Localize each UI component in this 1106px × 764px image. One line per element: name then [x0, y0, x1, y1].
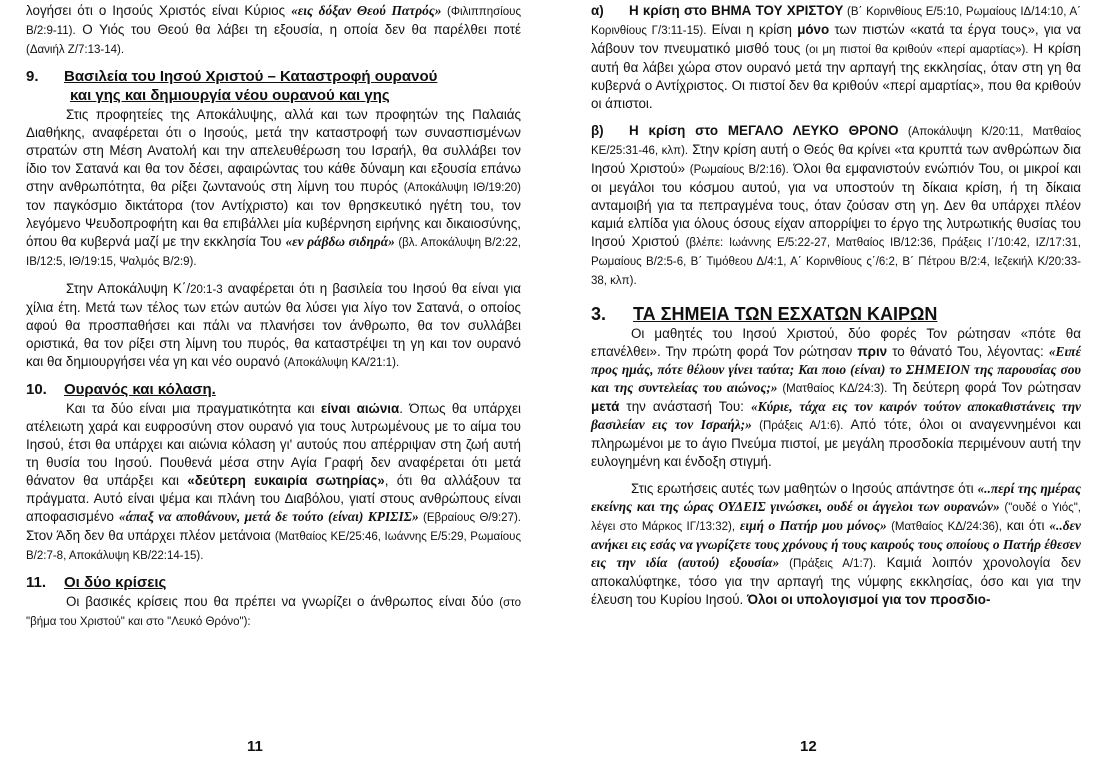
scripture-quote: ειμή ο Πατήρ μου μόνος» [739, 518, 887, 533]
reference: (Ματθαίος ΚΔ/24:3). [777, 383, 888, 395]
paragraph [591, 480, 1081, 609]
judgment-item-b [591, 122, 1081, 290]
section-heading-9 [26, 68, 521, 86]
item-label: β) [591, 123, 604, 138]
reference: (Ρωμαίους Β/2:16). [689, 164, 789, 176]
scripture-quote: «..δεν ανήκει εις εσάς να γνωρίζετε τους χρόνους ή τους καιρούς τους οποίους ο Πατήρ έθεσεν εις την ιδία (αυτού) εξουσία» [591, 518, 1081, 570]
text-run: Είναι η κρίση [706, 22, 798, 37]
paragraph [26, 593, 521, 631]
emphasis: μόνο [797, 22, 830, 37]
text-run: λογήσει ότι ο Ιησούς Χριστός είναι Κύριος [26, 3, 292, 18]
scripture-quote: «Ειπέ προς ημάς, πότε θέλουν γίνει ταύτα; Και ποιο (είναι) το ΣΗΜΕΙΟΝ της παρουσίας σου και της συντελείας του αιώνος;» [591, 344, 1081, 395]
paragraph [26, 280, 521, 372]
emphasis: Όλοι οι υπολογισμοί για τον προσδιο- [746, 592, 991, 607]
text-run: Οι βασικές κρίσεις που θα πρέπει να γνωρίζει ο άνθρωπος είναι δύο [66, 594, 500, 609]
reference: (στο "βήμα του Χριστού" και στο "Λευκό Θρόνο"): [26, 597, 521, 628]
scripture-quote: «άπαξ να αποθάνουν, μετά δε τούτο (είναι) ΚΡΙΣΙΣ» [118, 509, 419, 524]
text-run: το θάνατό Του, λέγοντας: [887, 344, 1049, 359]
text-run: , ότι θα αλλάξουν τα πράγματα. Αυτό είναι ψέμα και πλάνη του Διαβόλου, γιατί στους ανθρώπους είναι αποφασισμένο [26, 473, 522, 524]
scripture-quote: «..περί της ημέρας εκείνης και της ώρας ΟΥΔΕΙΣ γινώσκει, ουδέ οι άγγελοι των ουρανών» [591, 481, 1081, 514]
reference: (Ματθαίος ΚΕ/25:46, Ιωάννης Ε/5:29, Ρωμαίους Β/2:7-8, Αποκάλυψη ΚΒ/22:14-15). [26, 531, 521, 562]
reference: (Πράξεις Α/1:6). [751, 420, 844, 432]
text-run: Οι μαθητές του Ιησού Χριστού, δύο φορές Τον ρώτησαν «πότε θα επανέλθει». Την πρώτη φορά Τον ρώτησαν [591, 326, 1081, 359]
scripture-quote: «Κύριε, τάχα εις τον καιρόν τούτον αποκαθιστάνεις την βασιλείαν εις τον Ισραήλ;» [591, 399, 1081, 432]
text-run: τον παγκόσμιο δικτάτορα (τον Αντίχριστο) και τον θρησκευτικό ηγέτη του, τον λεγόμενο Ψευδοπροφήτη και θα επιβάλλει μία κυβέρνηση ειρήνης και δικαιοσύνης, όπου θα κυβερνά μαζί με την εκκλησία Του [26, 198, 521, 249]
emphasis: «δεύτερη ευκαιρία σωτηρίας» [187, 473, 385, 488]
emphasis: μετά [591, 399, 620, 414]
emphasis: πριν [857, 344, 888, 359]
text-run: Από τότε, όλοι οι αναγεννημένοι και πληρωμένοι με το άγιο Πνεύμα πιστοί, με μεγάλη προσδοκία περιμένουν αυτή την ευλογημένη και ένδοξη στιγμή. [591, 417, 1081, 469]
reference: (Αποκάλυψη ΚΑ/21:1). [283, 357, 400, 369]
paragraph [26, 400, 521, 565]
section-number: 9. [26, 68, 39, 85]
text-run: Στον Άδη δεν θα υπάρχει πλέον μετάνοια [26, 528, 275, 543]
item-heading: Η κρίση στο ΜΕΓΑΛΟ ΛΕΥΚΟ ΘΡΟΝΟ [629, 123, 899, 138]
text-run: την ανάστασή Του: [619, 399, 751, 414]
reference: (βλέπε: Ιωάννης Ε/5:22-27, Ματθαίος ΙΒ/12:36, Πράξεις Ι΄/10:42, ΙΖ/17:31, Ρωμαίους Β/2:5-6, Β΄ Τιμόθεου Δ/4:1, Α΄ Κορινθίους ς΄/6:2, Β΄ Πέτρου Β/2:4, Ιεζεκιήλ Κ/20:33-38, κλπ). [591, 237, 1081, 287]
section-title: Ουρανός και κόλαση. [64, 381, 216, 398]
text-run: Ο Υιός του Θεού θα λάβει τη εξουσία, η οποία δεν θα παρέλθει ποτέ [75, 22, 521, 37]
page-number: 11 [247, 738, 263, 755]
reference: (βλ. Αποκάλυψη Β/2:22, ΙΒ/12:5, ΙΘ/19:15, Ψαλμός Β/2:9). [26, 237, 521, 268]
reference: (Αποκάλυψη Κ/20:11, Ματθαίος ΚΕ/25:31-46, κλπ). [591, 126, 1081, 157]
section-heading-10 [26, 381, 521, 399]
scripture-quote: «εις δόξαν Θεού Πατρός» [291, 3, 442, 18]
reference: (οι μη πιστοί θα κριθούν «περί αμαρτίας»). [805, 44, 1029, 56]
paragraph [591, 325, 1081, 471]
text-run: Στην Αποκάλυψη Κ΄/ [66, 281, 191, 296]
section-heading-3 [591, 304, 1081, 324]
text-run: Όλοι θα εμφανιστούν ενώπιόν Του, οι μικροί και οι μεγάλοι του κόσμου αυτού, για να υποστούν τη δίκαια κρίση, ή τη δίκαια ανταμοιβή για τα πεπραγμένα τους, όταν ζούσαν στη γη. Δεν θα υπάρχει πλέον καμιά ελπίδα για όλους όσους είχαν απορρίψει το έργο της λυτρωτικής θυσίας του Ιησού Χριστού [591, 161, 1081, 249]
section-heading-11 [26, 574, 521, 592]
left-page-text [26, 2, 521, 631]
reference: (Πράξεις Α/1:7). [779, 558, 877, 570]
right-page [553, 0, 1106, 764]
text-run: Στην κρίση αυτή ο Θεός θα κρίνει «τα κρυπτά των ανθρώπων δια Ιησού Χριστού» [591, 142, 1081, 176]
text-run: Η κρίση αυτή θα λάβει χώρα στον ουρανό μετά την αρπαγή της εκκλησίας, όταν στη γη θα κυβερνά ο Αντίχριστος. Οι πιστοί δεν θα κριθούν «περί αμαρτίας», που θα κριθούν οι άπιστοι. [591, 41, 1081, 111]
item-heading: Η κρίση στο ΒΗΜΑ ΤΟΥ ΧΡΙΣΤΟΥ [629, 3, 844, 18]
section-number: 3. [591, 304, 607, 324]
text-run: των πιστών «κατά τα έργα τους», για να λάβουν τον πνευματικό μισθό τους [591, 22, 1081, 56]
text-run: Τη δεύτερη φορά Τον ρώτησαν [887, 380, 1081, 395]
paragraph [26, 106, 521, 271]
text-run: Στις προφητείες της Αποκάλυψης, αλλά και των προφητών της Παλαιάς Διαθήκης, αναφέρεται ότι ο Ιησούς, μετά την καταστροφή των συνασπισμένων στρατών στη Μέση Ανατολή και την απελευθέρωση του Ισραήλ, θα συλλάβει τον ίδιο τον Σατανά και θα τον δέσει, αφαιρώντας του κάθε δύναμη και εξουσία επάνω στην ανθρωπότητα, θα ρίξει ζωντανούς στη λίμνη του πυρός [26, 107, 521, 194]
reference: (Φιλιππησίους Β/2:9-11). [26, 6, 521, 37]
section-title-line2: και γης και δημιουργία νέου ουρανού και γης [70, 87, 390, 104]
reference: 20:1-3 [190, 284, 223, 296]
section-number: 10. [26, 381, 47, 398]
section-title: Βασιλεία του Ιησού Χριστού – Καταστροφή ουρανού [64, 68, 438, 85]
text-run: Και τα δύο είναι μια πραγματικότητα και [66, 401, 321, 416]
section-title: Οι δύο κρίσεις [64, 574, 167, 591]
scripture-quote: «εν ράβδω σιδηρά» [285, 234, 395, 249]
reference: (Αποκάλυψη ΙΘ/19:20) [403, 182, 522, 194]
text-run: . Όπως θα υπάρχει ατέλειωτη χαρά και ευφροσύνη στον ουρανό για τους λυτρωμένους με το αίμα του Ιησού, έτσι θα υπάρχει και αιώνια κόλαση γι' αυτούς που απέρριψαν στη ζωή αυτή τη θυσία του Ιησού. Πουθενά μέσα στην Αγία Γραφή δεν αναφέρεται ότι μετά θάνατον θα υπάρξει και [26, 401, 521, 488]
page-number: 12 [800, 738, 817, 755]
reference: (Ματθαίος ΚΔ/24:36), [886, 521, 1002, 533]
right-page-text [591, 2, 1081, 609]
reference: (Εβραίους Θ/9:27). [418, 512, 521, 524]
section-title: ΤΑ ΣΗΜΕΙΑ ΤΩΝ ΕΣΧΑΤΩΝ ΚΑΙΡΩΝ [633, 304, 938, 324]
paragraph-continuation [26, 2, 521, 59]
section-number: 11. [26, 574, 47, 591]
judgment-item-a [591, 2, 1081, 113]
reference: (Δανιήλ Ζ/7:13-14). [26, 44, 125, 56]
reference: (Β΄ Κορινθίους Ε/5:10, Ρωμαίους ΙΔ/14:10, Α΄ Κορινθίους Γ/3:11-15). [591, 6, 1081, 37]
text-run: Καμιά λοιπόν χρονολογία δεν αποκαλύφτηκε, τόσο για την αρπαγή της νύμφης εκκλησίας, όσο και για την έλευση του Κυρίου Ιησού. [591, 555, 1081, 607]
text-run: αναφέρεται ότι η βασιλεία του Ιησού θα είναι για χίλια έτη. Μετά των τέλος των ετών αυτών θα λύσει για λίγο τον Σατανά, ο οποίος αφού θα προσπαθήσει και πάλι να πλανήσει τον άνθρωπο, θα τον συλλάβει οριστικά, θα τον ρίξει στη λίμνη του πυρός, θα καταστρέψει τη γη και τον ουρανό και θα δημιουργήσει νέα γη και νέο ουρανό [26, 281, 521, 369]
reference: ("ουδέ ο Υιός", λέγει στο Μάρκος ΙΓ/13:32), [591, 502, 1081, 533]
item-label: α) [591, 3, 604, 18]
text-run: και ότι [1001, 518, 1050, 533]
text-run: Στις ερωτήσεις αυτές των μαθητών ο Ιησούς απάντησε ότι [631, 481, 978, 496]
emphasis: είναι αιώνια [320, 401, 400, 416]
